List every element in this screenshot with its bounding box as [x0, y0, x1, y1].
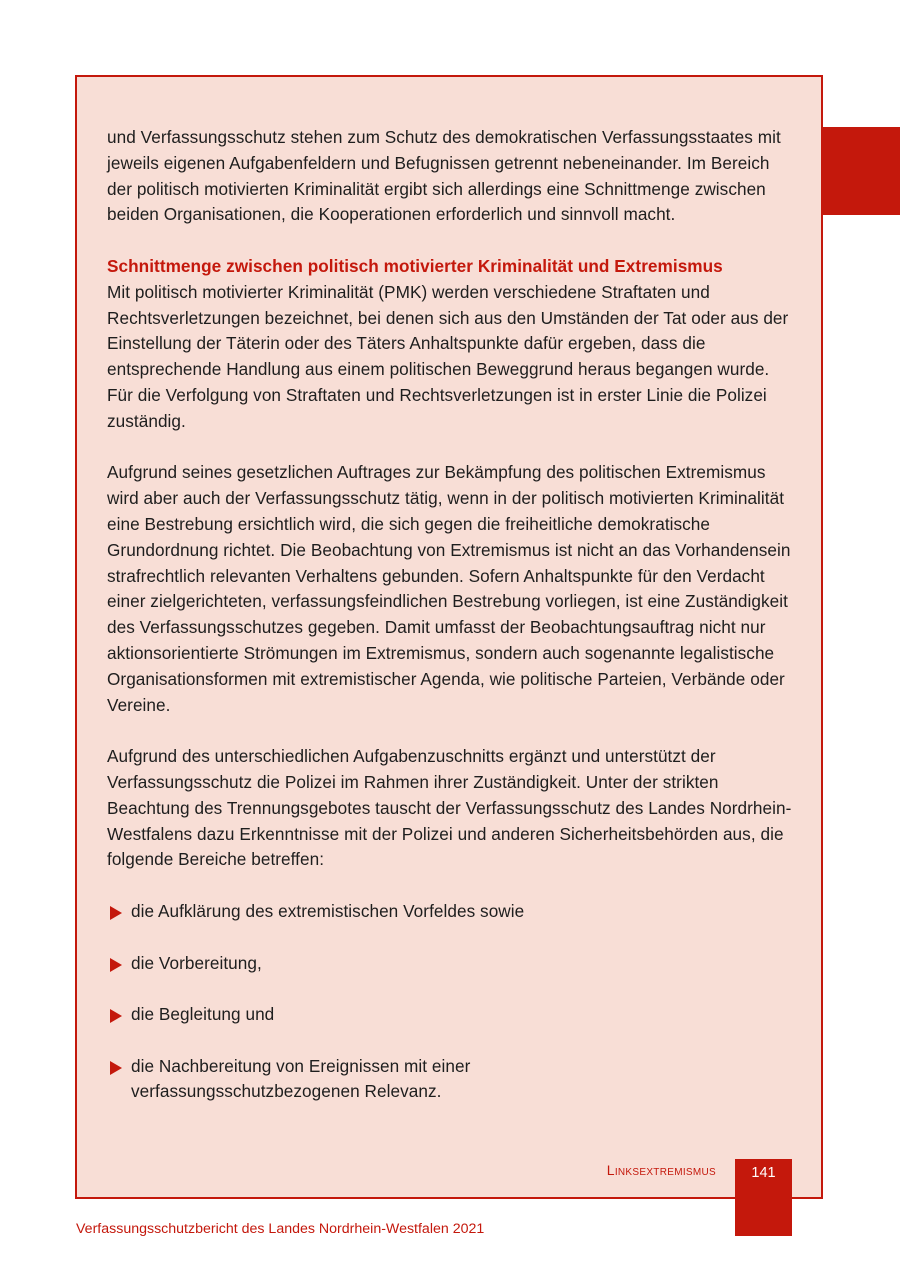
list-item	[107, 1054, 651, 1106]
running-header-section: Linksextremismus	[606, 1162, 716, 1178]
paragraph-pmk-definition: Mit politisch motivierter Kriminalität (PMK) werden verschiedene Straftaten und Rechtsverletzungen bezeichnet, bei denen sich aus den Umständen der Tat oder aus der Einstellung der Täterin oder des Täters Anhaltspunkte dafür ergeben, dass die entsprechende Handlung aus einem politischen Beweggrund heraus begangen wurde. Für die Verfolgung von Straftaten und Rechtsverletzungen ist in erster Linie die Polizei zuständig.	[107, 281, 789, 431]
page-body	[107, 125, 797, 1131]
bullet-triangle-icon	[110, 958, 122, 972]
list-item-text: die Nachbereitung von Ereignissen mit einer verfassungsschutzbezogenen Relevanz.	[131, 1055, 471, 1102]
paragraph-intro: und Verfassungsschutz stehen zum Schutz des demokratischen Verfassungsstaates mit jeweils eigenen Aufgabenfeldern und Befugnissen getrennt nebeneinander. Im Bereich der politisch motivierten Kriminalität ergibt sich allerdings eine Schnittmenge zwischen beiden Organisationen, die Kooperationen erforderlich und sinnvoll macht.	[107, 127, 781, 225]
paragraph-cooperation: Aufgrund des unterschiedlichen Aufgabenzuschnitts ergänzt und unterstützt der Verfassungsschutz die Polizei im Rahmen ihrer Zuständigkeit. Unter der strikten Beachtung des Trennungsgebotes tauscht der Verfassungsschutz des Landes Nordrhein-Westfalens dazu Erkenntnisse mit der Polizei und anderen Sicherheitsbehörden aus, die folgende Bereiche betreffen:	[107, 746, 792, 870]
list-item-text: die Begleitung und	[131, 1004, 275, 1025]
list-item	[107, 1002, 797, 1028]
list-item-text: die Aufklärung des extremistischen Vorfeldes sowie	[131, 900, 525, 921]
paragraph-extremism-mandate: Aufgrund seines gesetzlichen Auftrages zur Bekämpfung des politischen Extremismus wird aber auch der Verfassungsschutz tätig, wenn in der politisch motivierten Kriminalität eine Bestrebung ersichtlich wird, die sich gegen die freiheitliche demokratische Grundordnung richtet. Die Beobachtung von Extremismus ist nicht an das Vorhandensein strafrechtlich relevanten Verhaltens gebunden. Sofern Anhaltspunkte für den Verdacht einer zielgerichteten, verfassungsfeindlichen Bestrebung vorliegen, ist eine Zuständigkeit des Verfassungsschutzes gegeben. Damit umfasst der Beobachtungsauftrag nicht nur aktionsorientierte Strömungen im Extremismus, sondern auch sogenannte legalistische Organisationsformen mit extremistischer Agenda, wie politische Parteien, Verbände oder Vereine.	[107, 462, 791, 715]
bullet-triangle-icon	[110, 1061, 122, 1075]
footer-title: Verfassungsschutzbericht des Landes Nordrhein-Westfalen 2021	[76, 1221, 485, 1237]
list-item	[107, 899, 797, 925]
bullet-triangle-icon	[110, 1009, 122, 1023]
section-pmk	[107, 254, 797, 435]
bullet-triangle-icon	[110, 906, 122, 920]
page-number: 141	[751, 1165, 776, 1181]
page-number-tab	[735, 1159, 792, 1236]
list-item-text: die Vorbereitung,	[131, 952, 262, 973]
list-item	[107, 951, 797, 977]
bullet-list	[107, 899, 797, 1105]
chapter-tab-marker	[823, 127, 900, 215]
section-heading: Schnittmenge zwischen politisch motivierter Kriminalität und Extremismus	[107, 255, 723, 276]
